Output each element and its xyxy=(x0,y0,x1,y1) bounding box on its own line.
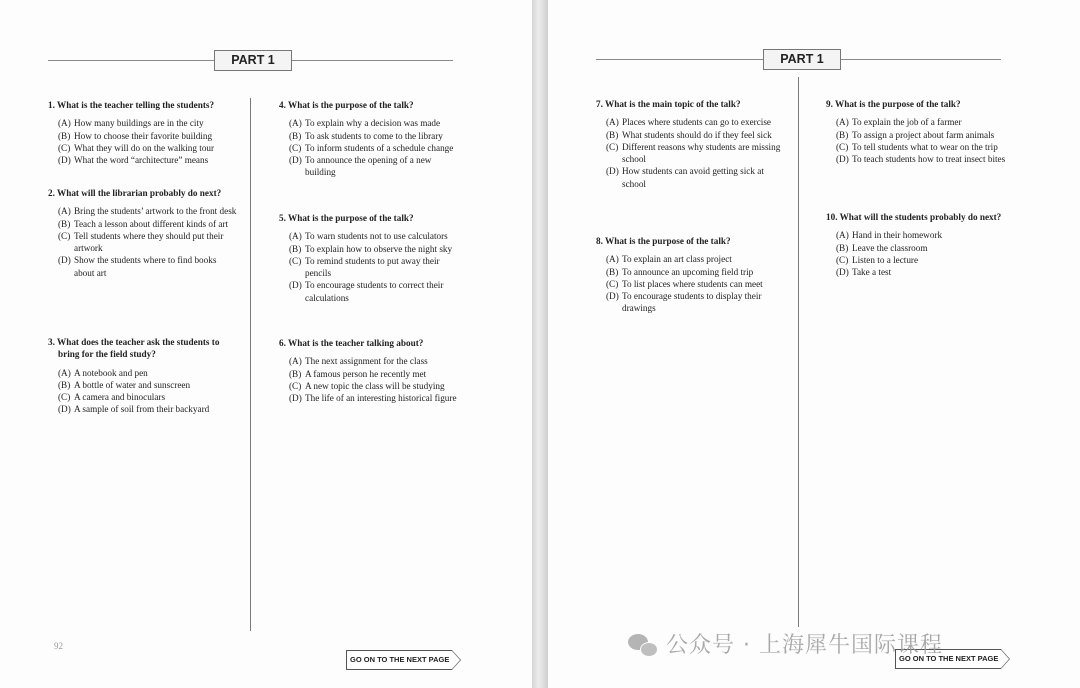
option-text: To explain why a decision was made xyxy=(305,118,441,129)
option-text: How students can avoid getting sick at school xyxy=(622,166,764,189)
option-text: A notebook and pen xyxy=(74,367,148,378)
option-letter: (C) xyxy=(836,141,849,152)
question-title: 5. What is the purpose of the talk? xyxy=(279,213,414,223)
option-text: To warn students not to use calculators xyxy=(305,231,448,242)
option-letter: (B) xyxy=(836,242,849,253)
answer-option xyxy=(836,153,1011,165)
answer-option xyxy=(289,154,464,179)
option-letter: (D) xyxy=(836,154,849,165)
option-text: Tell students where they should put their artwork xyxy=(74,230,224,254)
option-letter: (C) xyxy=(606,141,619,152)
option-letter: (B) xyxy=(606,266,619,277)
answer-option xyxy=(606,278,781,290)
option-letter: (C) xyxy=(58,230,71,241)
option-text: A sample of soil from their backyard xyxy=(74,404,210,415)
option-letter: (A) xyxy=(836,117,849,128)
question-4 xyxy=(279,99,464,179)
option-letter: (B) xyxy=(58,379,71,390)
answer-option xyxy=(289,368,464,380)
option-letter: (D) xyxy=(606,166,619,177)
left-page xyxy=(0,0,532,688)
answer-option xyxy=(289,255,464,280)
question-7 xyxy=(596,98,781,190)
option-text: To teach students how to treat insect bites xyxy=(852,154,1006,165)
option-letter: (C) xyxy=(289,255,302,266)
answer-option xyxy=(58,367,238,379)
answer-option xyxy=(289,279,464,304)
option-letter: (A) xyxy=(836,230,849,241)
question-5 xyxy=(279,212,464,304)
answer-option xyxy=(58,218,238,230)
option-text: To remind students to put away their pencils xyxy=(305,255,440,279)
watermark-text: 公众号 · 上海犀牛国际课程 xyxy=(666,633,943,658)
option-text: Hand in their homework xyxy=(852,230,943,241)
option-letter: (A) xyxy=(606,254,619,265)
option-letter: (D) xyxy=(289,280,302,291)
answer-option xyxy=(836,116,1011,128)
question-1 xyxy=(48,99,238,166)
option-text: To ask students to come to the library xyxy=(305,130,443,141)
option-letter: (A) xyxy=(606,117,619,128)
option-text: Places where students can go to exercise xyxy=(622,117,771,128)
answer-option xyxy=(606,290,781,315)
column-divider xyxy=(250,98,251,631)
option-text: Take a test xyxy=(852,267,892,278)
arrow-right-icon xyxy=(452,650,461,670)
option-text: To encourage students to display their drawings xyxy=(622,291,762,314)
option-text: A famous person he recently met xyxy=(305,368,427,379)
answer-option xyxy=(606,116,781,128)
option-text: What they will do on the walking tour xyxy=(74,142,215,153)
option-letter: (A) xyxy=(289,356,302,367)
option-text: The next assignment for the class xyxy=(305,356,428,367)
answer-option xyxy=(289,230,464,242)
question-6 xyxy=(279,337,464,404)
go-next-page-button[interactable] xyxy=(346,650,461,670)
book-gutter xyxy=(532,0,548,688)
answer-option xyxy=(58,154,238,166)
answer-option xyxy=(289,392,464,404)
option-letter: (C) xyxy=(58,392,71,403)
option-text: The life of an interesting historical figure xyxy=(305,393,457,404)
answer-option xyxy=(606,129,781,141)
question-title: 1. What is the teacher telling the students? xyxy=(48,100,215,110)
option-letter: (B) xyxy=(289,130,302,141)
go-next-label: GO ON TO THE NEXT PAGE xyxy=(895,649,1001,669)
option-letter: (C) xyxy=(289,142,302,153)
option-text: To encourage students to correct their calculations xyxy=(305,280,444,303)
option-text: A new topic the class will be studying xyxy=(305,380,445,391)
answer-option xyxy=(289,243,464,255)
answer-option xyxy=(289,130,464,142)
question-title: 6. What is the teacher talking about? xyxy=(279,338,424,348)
page-number: 92 xyxy=(54,641,63,651)
question-9 xyxy=(826,98,1011,165)
option-letter: (A) xyxy=(58,206,71,217)
option-letter: (A) xyxy=(289,118,302,129)
option-text: To explain how to observe the night sky xyxy=(305,243,453,254)
question-2 xyxy=(48,187,238,279)
answer-option xyxy=(58,130,238,142)
answer-option xyxy=(289,142,464,154)
option-text: A bottle of water and sunscreen xyxy=(74,379,191,390)
option-letter: (D) xyxy=(58,255,71,266)
answer-option xyxy=(58,230,238,255)
option-text: To inform students of a schedule change xyxy=(305,142,454,153)
question-8 xyxy=(596,235,781,315)
option-text: Listen to a lecture xyxy=(852,254,919,265)
answer-option xyxy=(289,117,464,129)
answer-option xyxy=(836,141,1011,153)
option-text: How to choose their favorite building xyxy=(74,130,213,141)
question-title: 10. What will the students probably do next? xyxy=(826,212,1002,222)
answer-option xyxy=(58,117,238,129)
option-letter: (D) xyxy=(836,267,849,278)
option-letter: (B) xyxy=(58,130,71,141)
option-letter: (B) xyxy=(606,129,619,140)
option-text: A camera and binoculars xyxy=(74,392,166,403)
question-title: 3. What does the teacher ask the students to bring for the field study? xyxy=(48,337,220,360)
option-text: To announce the opening of a new building xyxy=(305,155,432,178)
option-letter: (B) xyxy=(58,218,71,229)
question-title: 2. What will the librarian probably do next? xyxy=(48,188,222,198)
answer-option xyxy=(58,379,238,391)
answer-option xyxy=(289,380,464,392)
option-text: To announce an upcoming field trip xyxy=(622,266,754,277)
option-text: To explain the job of a farmer xyxy=(852,117,962,128)
option-letter: (D) xyxy=(58,404,71,415)
answer-option xyxy=(606,266,781,278)
option-letter: (C) xyxy=(606,278,619,289)
option-letter: (B) xyxy=(289,243,302,254)
option-letter: (D) xyxy=(289,393,302,404)
option-text: To tell students what to wear on the trip xyxy=(852,141,998,152)
question-title: 8. What is the purpose of the talk? xyxy=(596,236,731,246)
option-letter: (A) xyxy=(58,118,71,129)
option-text: How many buildings are in the city xyxy=(74,118,204,129)
answer-option xyxy=(58,391,238,403)
option-letter: (B) xyxy=(289,368,302,379)
wechat-icon xyxy=(628,632,658,656)
question-title: 9. What is the purpose of the talk? xyxy=(826,99,961,109)
option-letter: (C) xyxy=(836,254,849,265)
answer-option xyxy=(606,253,781,265)
question-10 xyxy=(826,211,1011,278)
answer-option xyxy=(836,229,1011,241)
part-label: PART 1 xyxy=(214,50,292,71)
option-text: What students should do if they feel sick xyxy=(622,129,772,140)
answer-option xyxy=(58,403,238,415)
question-title: 7. What is the main topic of the talk? xyxy=(596,99,741,109)
answer-option xyxy=(58,142,238,154)
option-text: To list places where students can meet xyxy=(622,278,763,289)
answer-option xyxy=(58,254,238,279)
option-text: To assign a project about farm animals xyxy=(852,129,995,140)
right-page xyxy=(548,0,1080,688)
question-title: 4. What is the purpose of the talk? xyxy=(279,100,414,110)
answer-option xyxy=(58,205,238,217)
answer-option xyxy=(836,242,1011,254)
answer-option xyxy=(606,165,781,190)
arrow-right-icon xyxy=(1001,649,1010,669)
answer-option xyxy=(289,355,464,367)
option-text: To explain an art class project xyxy=(622,254,732,265)
column-divider xyxy=(798,77,799,627)
answer-option xyxy=(606,141,781,166)
option-letter: (A) xyxy=(289,231,302,242)
option-letter: (D) xyxy=(606,291,619,302)
option-text: Different reasons why students are missing school xyxy=(622,141,781,165)
option-letter: (C) xyxy=(58,142,71,153)
option-letter: (D) xyxy=(58,155,71,166)
watermark xyxy=(628,628,943,659)
option-letter: (B) xyxy=(836,129,849,140)
option-letter: (D) xyxy=(289,155,302,166)
go-next-label: GO ON TO THE NEXT PAGE xyxy=(346,650,452,670)
part-label: PART 1 xyxy=(763,49,841,70)
option-text: Leave the classroom xyxy=(852,242,928,253)
option-text: Show the students where to find books about art xyxy=(74,255,217,278)
option-text: What the word “architecture” means xyxy=(74,155,209,166)
answer-option xyxy=(836,266,1011,278)
answer-option xyxy=(836,129,1011,141)
answer-option xyxy=(836,254,1011,266)
option-letter: (C) xyxy=(289,380,302,391)
option-text: Bring the students’ artwork to the front desk xyxy=(74,206,237,217)
option-text: Teach a lesson about different kinds of art xyxy=(74,218,229,229)
option-letter: (A) xyxy=(58,367,71,378)
question-3 xyxy=(48,336,238,416)
